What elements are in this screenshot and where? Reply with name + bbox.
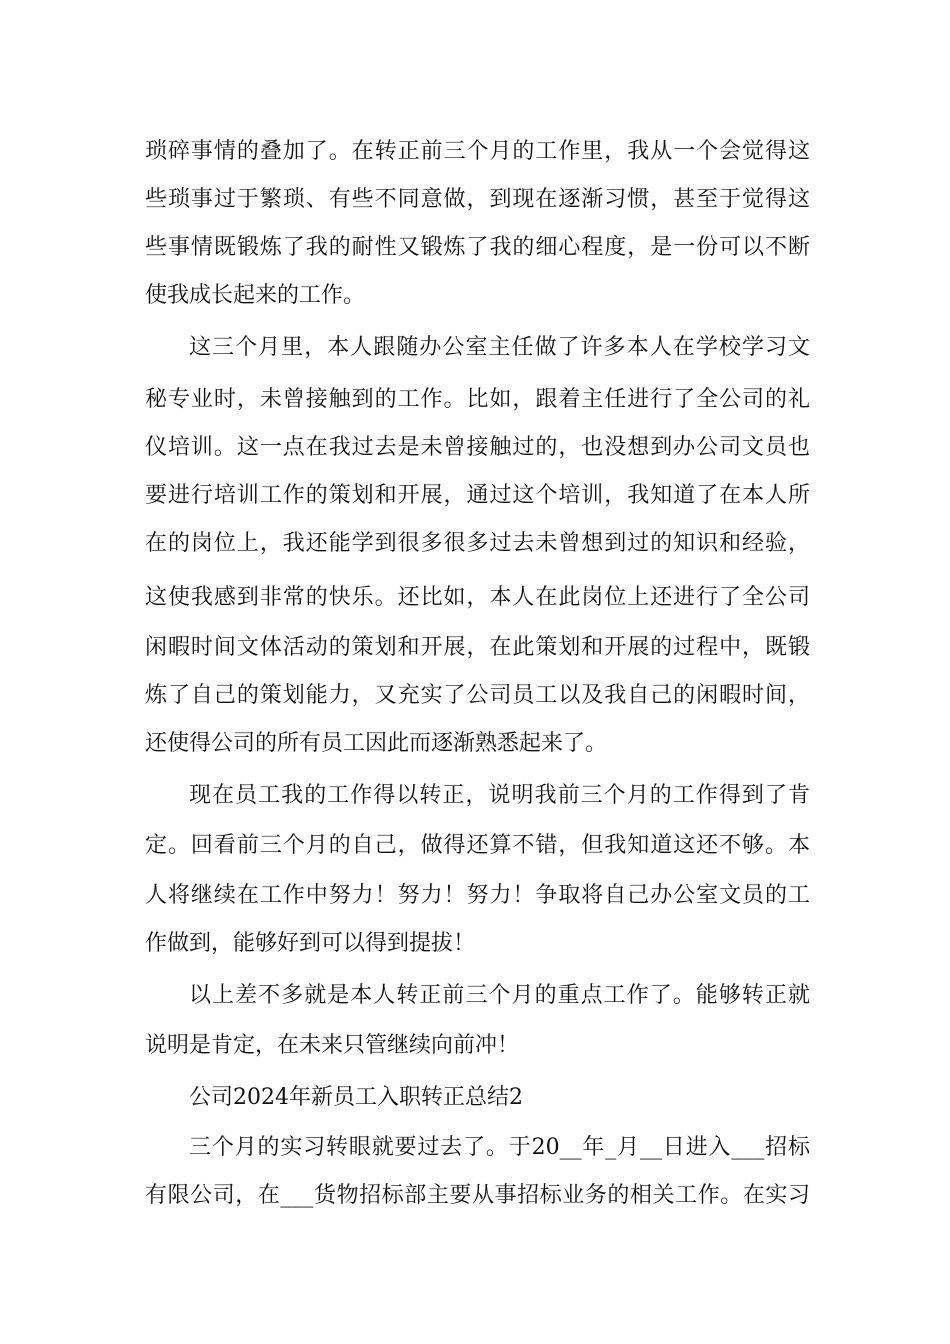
paragraph-2-line-6: 这使我感到非常的快乐。还比如，本人在此岗位上还进行了全公司 <box>145 585 810 610</box>
paragraph-3-line-4: 作做到，能够好到可以得到提拔！ <box>145 931 476 956</box>
paragraph-3-line-3: 人将继续在工作中努力！努力！努力！争取将自己办公室文员的工 <box>145 883 810 908</box>
section-heading: 公司2024年新员工入职转正总结2 <box>189 1085 523 1110</box>
paragraph-4-line-1: 以上差不多就是本人转正前三个月的重点工作了。能够转正就 <box>189 983 810 1008</box>
paragraph-1-line-3: 些事情既锻炼了我的耐性又锻炼了我的细心程度，是一份可以不断 <box>145 235 810 260</box>
paragraph-3-line-2: 定。回看前三个月的自己，做得还算不错，但我知道这还不够。本 <box>145 833 810 858</box>
paragraph-2-line-3: 仪培训。这一点在我过去是未曾接触过的，也没想到办公司文员也 <box>145 435 810 460</box>
paragraph-1-line-4: 使我成长起来的工作。 <box>145 283 366 308</box>
paragraph-5-line-2: 有限公司，在___货物招标部主要从事招标业务的相关工作。在实习 <box>145 1183 810 1208</box>
paragraph-1-line-2: 些琐事过于繁琐、有些不同意做，到现在逐渐习惯，甚至于觉得这 <box>145 187 810 212</box>
paragraph-2-line-9: 还使得公司的所有员工因此而逐渐熟悉起来了。 <box>145 731 608 756</box>
paragraph-2-line-7: 闲暇时间文体活动的策划和开展，在此策划和开展的过程中，既锻 <box>145 635 810 660</box>
paragraph-1-line-1: 琐碎事情的叠加了。在转正前三个月的工作里，我从一个会觉得这 <box>145 139 810 164</box>
paragraph-3-line-1: 现在员工我的工作得以转正，说明我前三个月的工作得到了肯 <box>189 783 810 808</box>
paragraph-2-line-1: 这三个月里，本人跟随办公室主任做了许多本人在学校学习文 <box>189 335 810 360</box>
paragraph-5-line-1: 三个月的实习转眼就要过去了。于20__年_月__日进入___招标 <box>189 1135 810 1160</box>
paragraph-2-line-5: 在的岗位上，我还能学到很多很多过去未曾想到过的知识和经验， <box>145 531 810 556</box>
paragraph-2-line-4: 要进行培训工作的策划和开展，通过这个培训，我知道了在本人所 <box>145 483 810 508</box>
paragraph-2-line-8: 炼了自己的策划能力，又充实了公司员工以及我自己的闲暇时间， <box>145 683 810 708</box>
paragraph-2-line-2: 秘专业时，未曾接触到的工作。比如，跟着主任进行了全公司的礼 <box>145 387 810 412</box>
paragraph-4-line-2: 说明是肯定，在未来只管继续向前冲！ <box>145 1033 520 1058</box>
